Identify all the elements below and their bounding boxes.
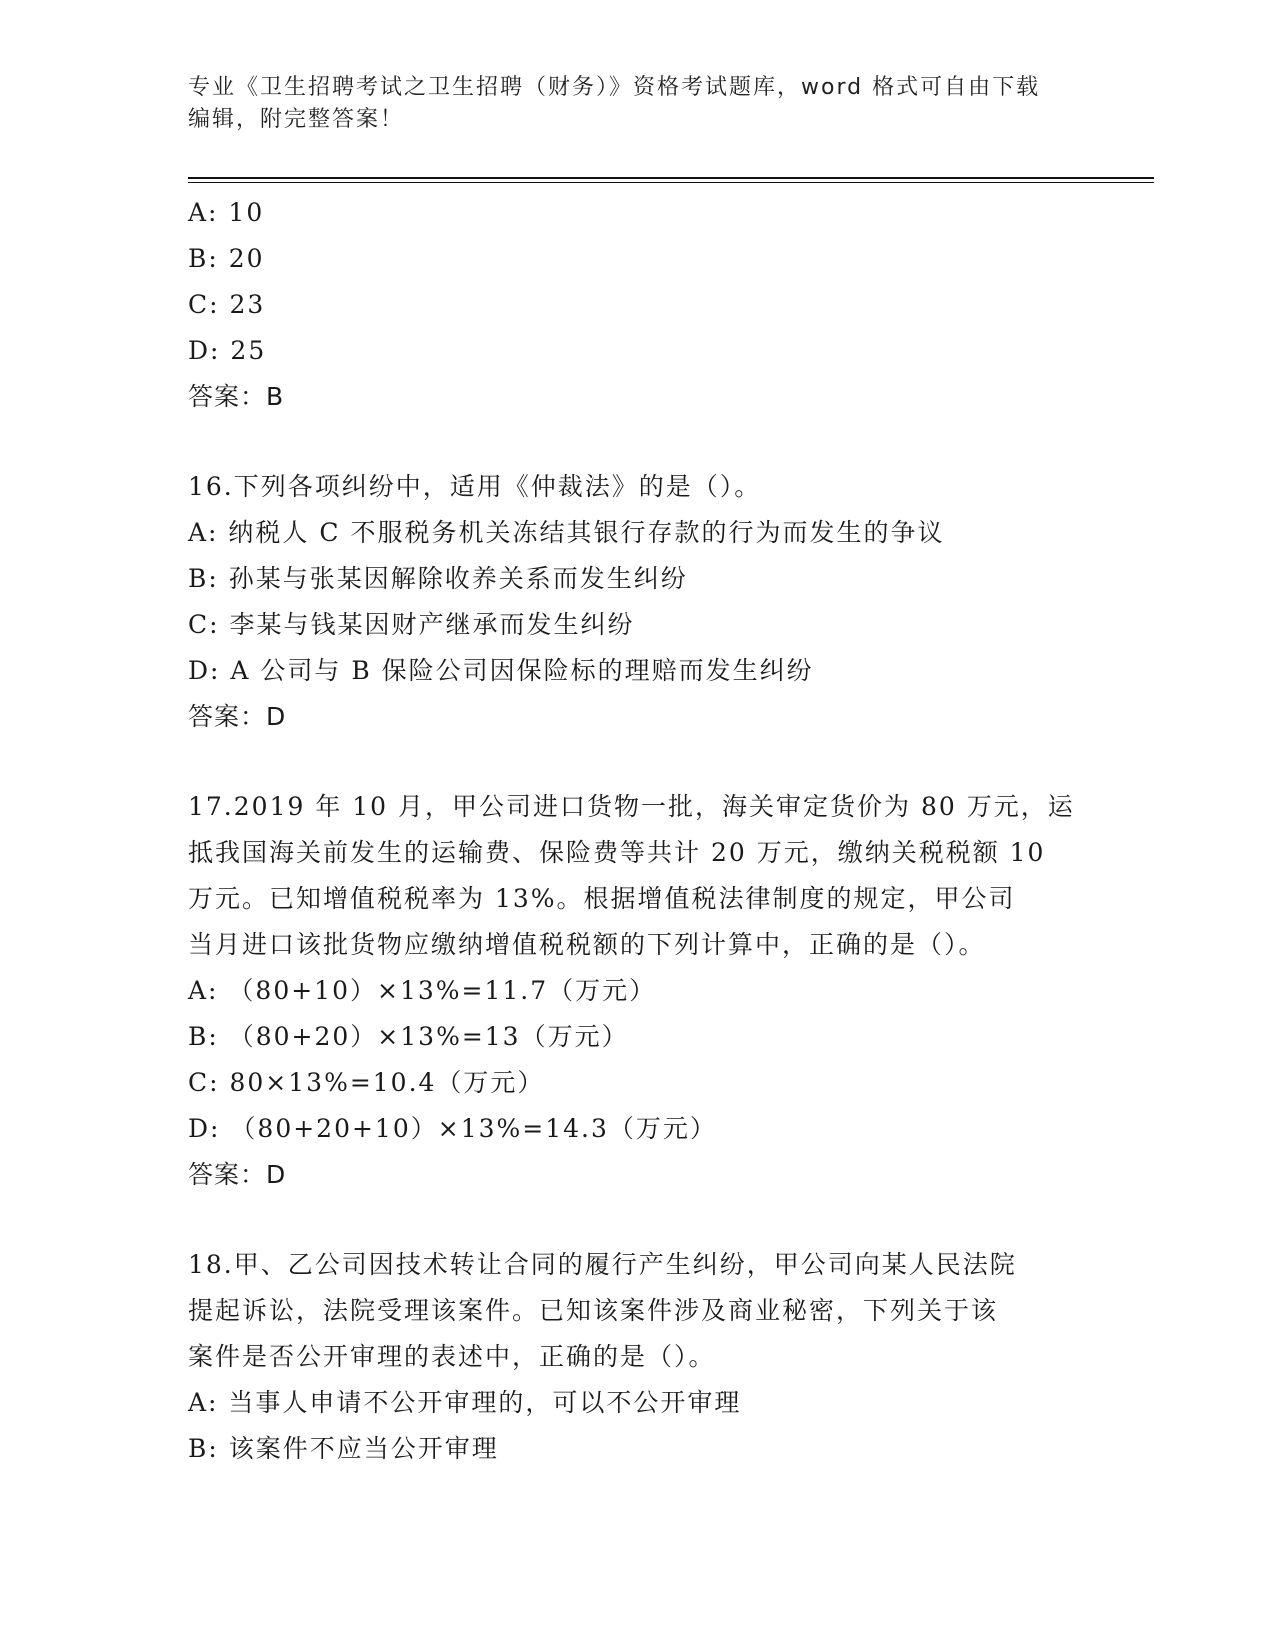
option-b: B: （80+20）×13%=13（万元）	[188, 1022, 629, 1051]
option-a: A: （80+10）×13%=11.7（万元）	[188, 976, 657, 1005]
header-line-1: 专业《卫生招聘考试之卫生招聘（财务）》资格考试题库，word 格式可自由下载	[188, 75, 1041, 100]
question-stem-line: 案件是否公开审理的表述中，正确的是（）。	[188, 1342, 716, 1371]
option-c: C: 80×13%=10.4（万元）	[188, 1068, 545, 1097]
document-header	[188, 72, 1088, 136]
option-b: B: 孙某与张某因解除收养关系而发生纠纷	[188, 564, 688, 593]
option-a: A: 纳税人 C 不服税务机关冻结其银行存款的行为而发生的争议	[188, 518, 945, 547]
option-c: C: 23	[188, 290, 266, 319]
question-17	[188, 784, 1128, 1198]
question-stem-line: 抵我国海关前发生的运输费、保险费等共计 20 万元，缴纳关税税额 10	[188, 838, 1046, 867]
option-b: B: 该案件不应当公开审理	[188, 1434, 499, 1463]
question-stem: 16.下列各项纠纷中，适用《仲裁法》的是（）。	[188, 472, 762, 501]
option-a: A: 当事人申请不公开审理的，可以不公开审理	[188, 1388, 742, 1417]
question-16	[188, 464, 1128, 740]
answer-line: 答案：D	[188, 702, 287, 731]
header-divider-thin	[188, 182, 1154, 183]
question-stem-line: 提起诉讼，法院受理该案件。已知该案件涉及商业秘密，下列关于该	[188, 1296, 999, 1325]
question-stem-line: 万元。已知增值税税率为 13%。根据增值税法律制度的规定，甲公司	[188, 884, 1016, 913]
answer-line: 答案：D	[188, 1160, 287, 1189]
question-18	[188, 1242, 1128, 1472]
question-content	[188, 190, 1128, 1472]
option-a: A: 10	[188, 198, 265, 227]
question-stem-line: 18.甲、乙公司因技术转让合同的履行产生纠纷，甲公司向某人民法院	[188, 1250, 1017, 1279]
option-c: C: 李某与钱某因财产继承而发生纠纷	[188, 610, 635, 639]
question-stem-line: 17.2019 年 10 月，甲公司进口货物一批，海关审定货价为 80 万元，运	[188, 792, 1075, 821]
option-d: D: （80+20+10）×13%=14.3（万元）	[188, 1114, 717, 1143]
option-b: B: 20	[188, 244, 265, 273]
option-d: D: A 公司与 B 保险公司因保险标的理赔而发生纠纷	[188, 656, 814, 685]
question-stem-line: 当月进口该批货物应缴纳增值税税额的下列计算中，正确的是（）。	[188, 930, 986, 959]
answer-line: 答案：B	[188, 382, 285, 411]
option-d: D: 25	[188, 336, 267, 365]
header-line-2: 编辑，附完整答案！	[188, 107, 405, 132]
header-divider-thick	[188, 177, 1154, 179]
question-15-tail	[188, 190, 1128, 420]
